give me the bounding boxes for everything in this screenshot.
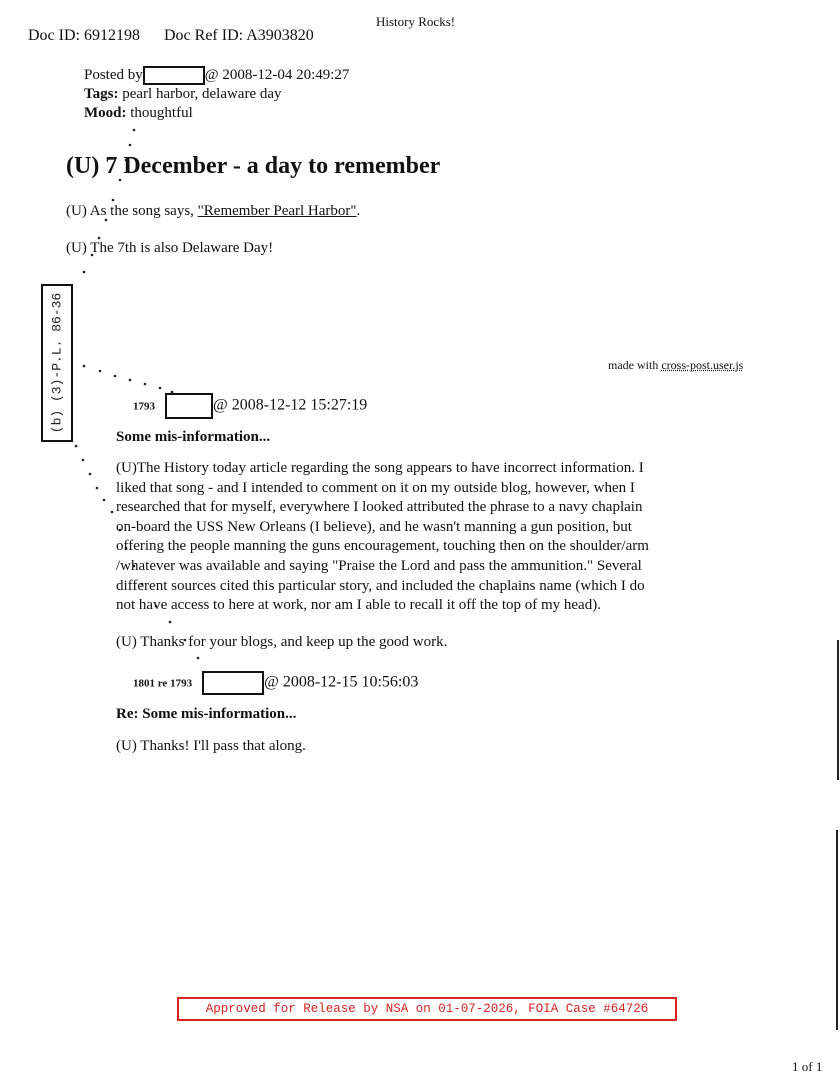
exemption-text: (b) (3)-P.L. 86-36 (49, 292, 65, 434)
reply-subject: Re: Some mis-information... (116, 706, 297, 722)
foia-approval-stamp: Approved for Release by NSA on 01-07-2026, FOIA Case #64726 (177, 997, 677, 1021)
exemption-stamp (41, 284, 73, 442)
made-with-note (608, 358, 743, 373)
posted-by-label: Posted by (84, 66, 143, 83)
comment-subject: Some mis-information... (116, 429, 271, 445)
comment-body-line: researched that for myself, everywhere I looked attributed the phrase to a navy chaplain (116, 499, 643, 516)
reply-timestamp: @ 2008-12-15 10:56:03 (264, 673, 419, 691)
comment-body-line: on-board the USS New Orleans (I believe), and he wasn't manning a gun position, but (116, 518, 632, 535)
redacted-replier (202, 671, 264, 695)
comment-body-line: (U)The History today article regarding the song appears to have incorrect information. I (116, 460, 644, 476)
scan-edge-mark (836, 830, 838, 1030)
post-mood (84, 105, 193, 122)
comment-id: 1793 (133, 400, 155, 413)
song-suffix: . (356, 203, 361, 219)
scan-edge-mark (837, 640, 839, 780)
post-title: (U) 7 December - a day to remember (66, 153, 441, 179)
tags-label: Tags: (84, 86, 119, 102)
comment-body-line: /whatever was available and saying "Praise the Lord and pass the ammunition." Several (116, 557, 642, 574)
mood-value: thoughtful (130, 105, 193, 121)
reply-header (133, 671, 418, 695)
comment-closing: (U) Thanks for your blogs, and keep up the good work. (116, 634, 448, 650)
made-with-prefix: made with (608, 358, 662, 372)
post-line-delaware: (U) The 7th is also Delaware Day! (66, 240, 274, 256)
post-byline (84, 66, 349, 85)
comment-timestamp: @ 2008-12-12 15:27:19 (213, 396, 368, 414)
redacted-author (143, 66, 205, 85)
site-title: History Rocks! (376, 14, 456, 29)
cross-post-link[interactable]: cross-post.user.js (661, 358, 744, 372)
mood-label: Mood: (84, 105, 127, 121)
comment-body (116, 459, 716, 616)
comment-body-line: offering the people manning the guns encouragement, touching then on the shoulder/arm (116, 538, 649, 555)
page-number: 1 of 1 (792, 1059, 823, 1074)
comment-body-line: liked that song - and I intended to comment on it on my outside blog, however, when I (116, 479, 635, 496)
reply-body: (U) Thanks! I'll pass that along. (116, 738, 306, 754)
comment-body-line: different sources cited this particular story, and included the chaplains name (which I do (116, 577, 645, 594)
comment-body-line: not have access to here at work, nor am I able to recall it off the top of my head). (116, 597, 601, 614)
doc-id: Doc ID: 6912198 (28, 27, 140, 44)
comment-header (133, 393, 367, 419)
reply-id: 1801 re 1793 (133, 677, 193, 690)
remember-pearl-harbor-link[interactable]: "Remember Pearl Harbor" (197, 203, 357, 219)
post-timestamp: @ 2008-12-04 20:49:27 (204, 66, 350, 83)
post-tags (84, 86, 282, 103)
doc-id-header (28, 27, 314, 45)
song-prefix: (U) As the song says, (66, 203, 198, 219)
redacted-commenter (165, 393, 213, 419)
doc-ref-id: Doc Ref ID: A3903820 (163, 27, 314, 44)
tags-value: pearl harbor, delaware day (122, 86, 282, 102)
post-line-song (66, 203, 360, 220)
